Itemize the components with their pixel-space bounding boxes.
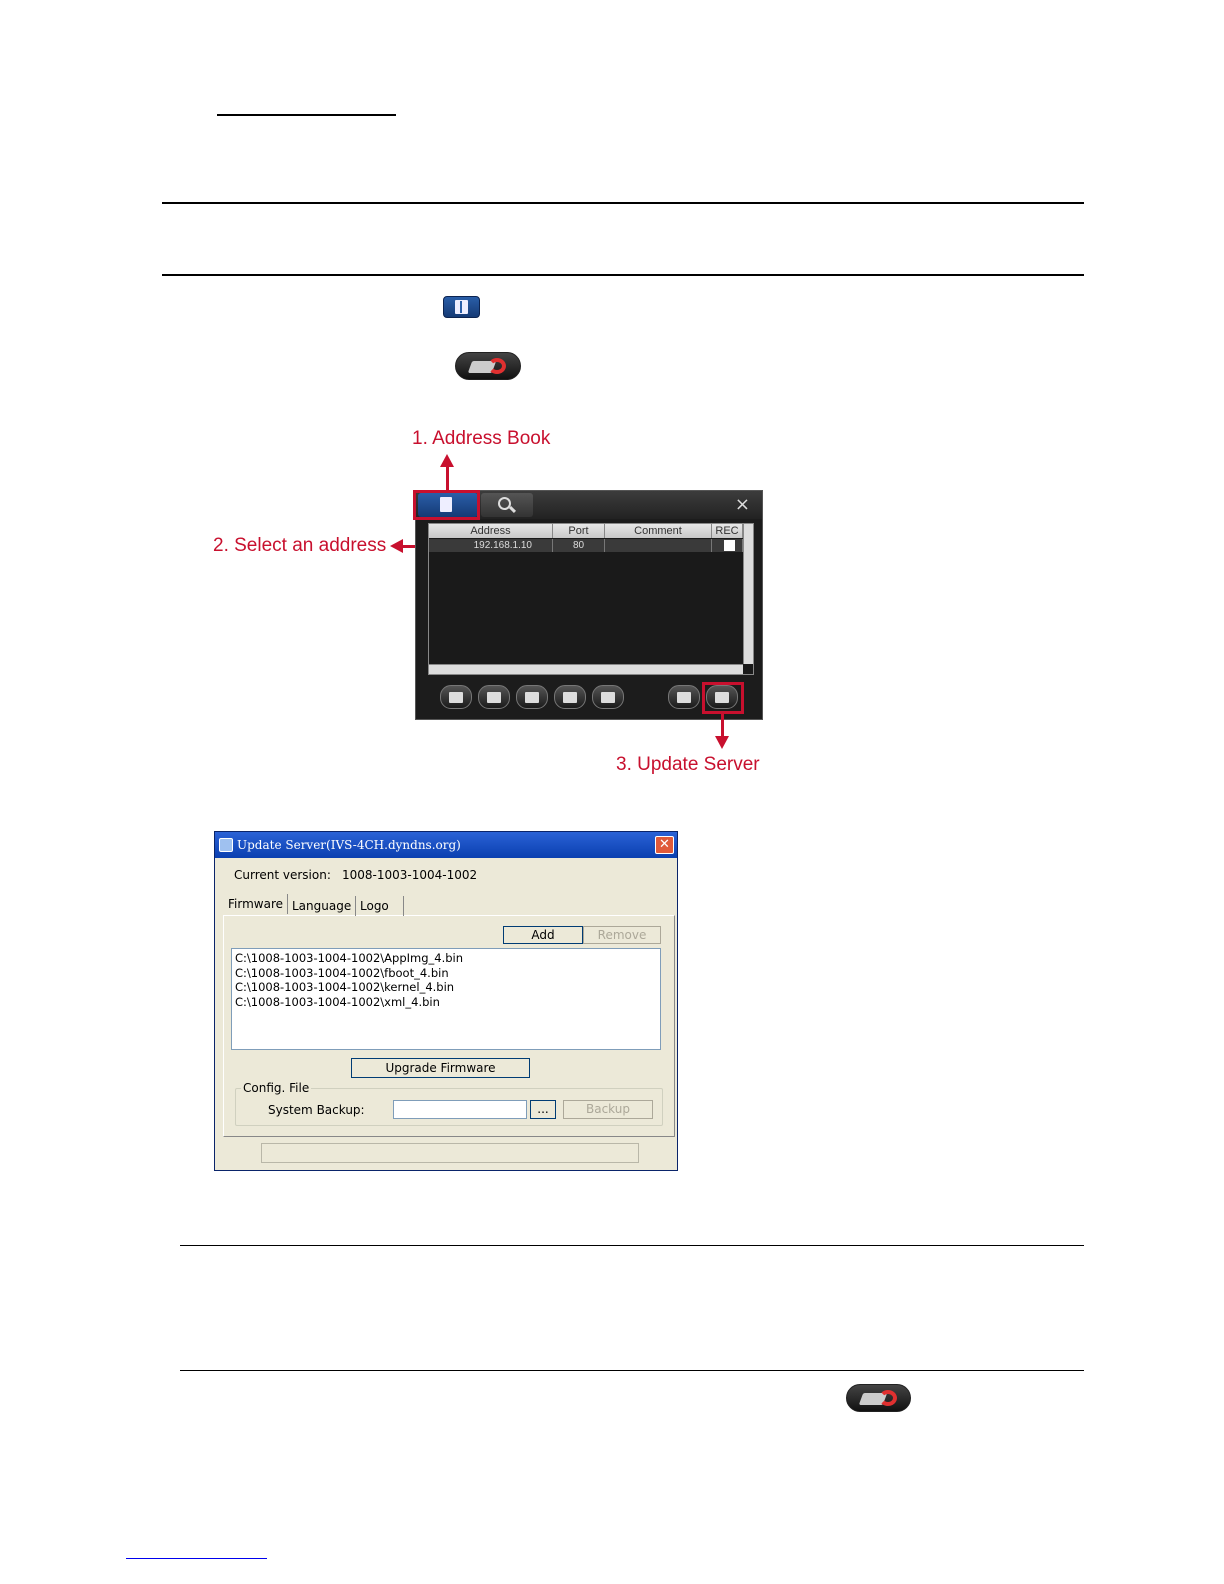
list-item[interactable]: C:\1008-1003-1004-1002\kernel_4.bin <box>235 980 455 994</box>
rule-top-1 <box>162 202 1084 204</box>
dialog-titlebar <box>215 832 677 858</box>
update-server-dialog <box>214 831 678 1171</box>
add-button[interactable]: Add <box>503 926 583 944</box>
close-icon[interactable]: ✕ <box>655 836 674 854</box>
rule-bottom-1 <box>180 1245 1084 1246</box>
current-version-value: 1008-1003-1004-1002 <box>342 868 478 882</box>
firmware-file-list[interactable] <box>231 948 661 1050</box>
row-comment <box>605 539 712 552</box>
tab-logo[interactable]: Logo <box>356 896 404 916</box>
arrow-up-shaft <box>446 466 449 492</box>
list-item[interactable]: C:\1008-1003-1004-1002\fboot_4.bin <box>235 965 449 980</box>
arrow-down-head <box>715 736 729 749</box>
export-icon[interactable] <box>554 685 586 709</box>
address-table <box>428 523 754 675</box>
rule-top-2 <box>162 274 1084 276</box>
dialog-title: Update Server(IVS-4CH.dyndns.org) <box>237 838 461 852</box>
status-bar <box>261 1143 639 1163</box>
delete-icon[interactable] <box>592 685 624 709</box>
upgrade-firmware-button[interactable]: Upgrade Firmware <box>351 1058 530 1078</box>
app-icon <box>219 838 233 852</box>
config-file-label: Config. File <box>243 1081 310 1095</box>
vertical-scrollbar[interactable] <box>743 524 753 664</box>
tab-firmware[interactable]: Firmware <box>224 894 288 914</box>
annotation-address-book: 1. Address Book <box>412 428 551 449</box>
tab-language[interactable]: Language <box>288 896 356 916</box>
import-icon[interactable] <box>516 685 548 709</box>
update-server-icon <box>846 1384 911 1412</box>
heading-underline <box>217 114 396 116</box>
footer-link-underline[interactable] <box>126 1558 267 1559</box>
backup-button[interactable]: Backup <box>563 1100 653 1119</box>
annotation-update-server: 3. Update Server <box>616 754 760 775</box>
remove-button[interactable]: Remove <box>583 926 661 944</box>
address-book-icon <box>443 296 480 318</box>
column-comment[interactable]: Comment <box>605 524 712 538</box>
close-icon[interactable]: × <box>734 494 750 515</box>
list-item[interactable]: C:\1008-1003-1004-1002\xml_4.bin <box>235 994 440 1009</box>
annotation-select-address: 2. Select an address <box>213 535 387 556</box>
column-address[interactable]: Address <box>429 524 553 538</box>
system-backup-field[interactable] <box>393 1100 527 1119</box>
edit-address-icon[interactable] <box>478 685 510 709</box>
rule-bottom-2 <box>180 1370 1084 1371</box>
horizontal-scrollbar[interactable] <box>429 664 743 674</box>
add-address-icon[interactable] <box>440 685 472 709</box>
system-backup-label: System Backup: <box>268 1103 365 1117</box>
arrow-down-shaft <box>721 714 724 737</box>
update-server-icon <box>455 352 521 380</box>
address-table-header <box>429 524 743 538</box>
miscellaneous-icon[interactable] <box>668 685 700 709</box>
list-item[interactable]: C:\1008-1003-1004-1002\AppImg_4.bin <box>235 951 464 965</box>
highlight-update-server-button <box>702 682 744 714</box>
highlight-address-book-tab <box>413 490 480 520</box>
column-port[interactable]: Port <box>553 524 605 538</box>
row-port: 80 <box>553 539 605 552</box>
current-version-label: Current version: <box>234 868 331 882</box>
table-row[interactable] <box>429 539 743 552</box>
row-rec-checkbox[interactable] <box>712 539 743 552</box>
row-address: 192.168.1.10 <box>429 539 553 552</box>
search-tab[interactable] <box>481 493 533 517</box>
column-rec[interactable]: REC <box>712 524 743 538</box>
browse-button[interactable]: ... <box>530 1100 556 1119</box>
